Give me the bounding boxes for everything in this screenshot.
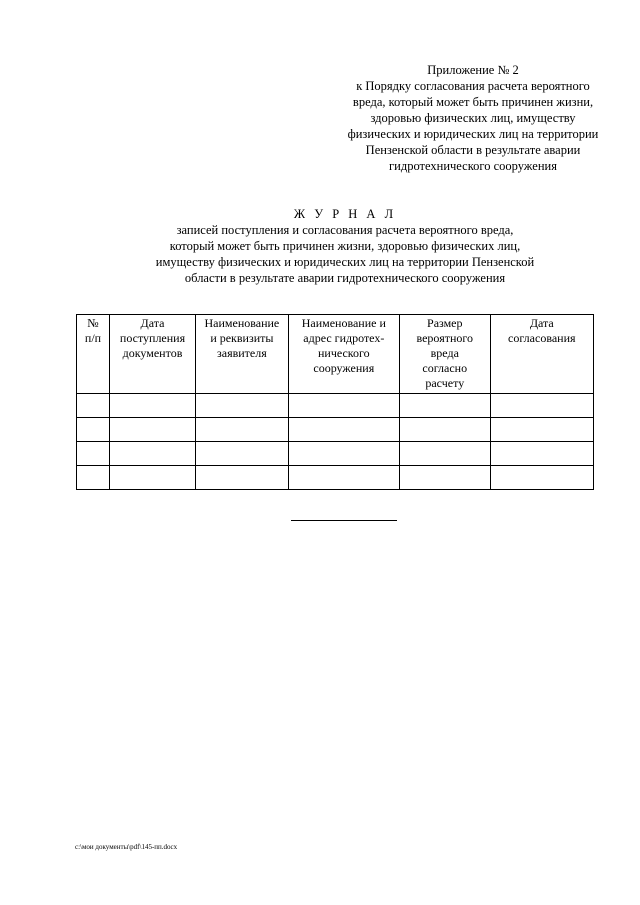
table-cell bbox=[77, 442, 110, 466]
table-cell bbox=[288, 466, 399, 490]
table-row bbox=[77, 442, 594, 466]
journal-title-block bbox=[100, 206, 590, 286]
table-cell bbox=[196, 418, 289, 442]
separator-line bbox=[291, 520, 397, 521]
header-text: вреда bbox=[430, 346, 459, 360]
header-text: и реквизиты bbox=[210, 331, 274, 345]
table-cell bbox=[77, 418, 110, 442]
table-cell bbox=[109, 466, 195, 490]
appendix-line: Пензенской области в результате аварии bbox=[365, 143, 581, 157]
header-text: нического bbox=[317, 346, 370, 360]
table-cell bbox=[77, 394, 110, 418]
header-text: адрес гидротех- bbox=[303, 331, 385, 345]
header-text: согласно bbox=[422, 361, 468, 375]
table-row bbox=[77, 466, 594, 490]
header-text: согласования bbox=[508, 331, 576, 345]
table-cell bbox=[288, 442, 399, 466]
header-text: документов bbox=[122, 346, 183, 360]
appendix-line: к Порядку согласования расчета вероятного bbox=[356, 79, 590, 93]
journal-subtitle-line: имуществу физических и юридических лиц на территории Пензенской bbox=[155, 255, 535, 269]
table-row bbox=[77, 418, 594, 442]
appendix-line: Приложение № 2 bbox=[427, 63, 519, 77]
header-text: № bbox=[87, 316, 99, 330]
table-cell bbox=[196, 442, 289, 466]
table-cell bbox=[288, 418, 399, 442]
appendix-line: гидротехнического сооружения bbox=[389, 159, 557, 173]
header-text: Дата bbox=[140, 316, 165, 330]
header-text: сооружения bbox=[313, 361, 375, 375]
table-cell bbox=[399, 442, 490, 466]
table-row bbox=[77, 394, 594, 418]
header-receipt-date bbox=[109, 315, 195, 394]
header-structure-address bbox=[288, 315, 399, 394]
table-header-row bbox=[77, 315, 594, 394]
appendix-header bbox=[338, 62, 608, 174]
footer-file-path: c:\мои документы\pdf\145-пп.docx bbox=[75, 843, 178, 851]
journal-table bbox=[76, 314, 594, 490]
journal-title: Ж У Р Н А Л bbox=[293, 207, 397, 221]
table-cell bbox=[399, 394, 490, 418]
table-cell bbox=[490, 466, 593, 490]
header-text: заявителя bbox=[217, 346, 267, 360]
appendix-line: физических и юридических лиц на территории bbox=[347, 127, 599, 141]
header-text: Размер bbox=[427, 316, 463, 330]
table-cell bbox=[490, 442, 593, 466]
table-cell bbox=[399, 466, 490, 490]
header-text: Наименование bbox=[204, 316, 280, 330]
journal-subtitle-line: который может быть причинен жизни, здоровью физических лиц, bbox=[169, 239, 521, 253]
table-cell bbox=[77, 466, 110, 490]
header-damage-size bbox=[399, 315, 490, 394]
header-text: п/п bbox=[84, 331, 102, 345]
table-cell bbox=[399, 418, 490, 442]
journal-subtitle-line: записей поступления и согласования расчета вероятного вреда, bbox=[176, 223, 514, 237]
header-approval-date bbox=[490, 315, 593, 394]
table-cell bbox=[490, 418, 593, 442]
appendix-line: здоровью физических лиц, имуществу bbox=[370, 111, 576, 125]
header-text: вероятного bbox=[416, 331, 474, 345]
table-cell bbox=[109, 418, 195, 442]
header-number bbox=[77, 315, 110, 394]
journal-subtitle-line: области в результате аварии гидротехнического сооружения bbox=[184, 271, 506, 285]
header-text: Дата bbox=[529, 316, 554, 330]
table-cell bbox=[196, 466, 289, 490]
header-text: поступления bbox=[119, 331, 186, 345]
table-cell bbox=[490, 394, 593, 418]
table-cell bbox=[109, 394, 195, 418]
header-applicant bbox=[196, 315, 289, 394]
appendix-line: вреда, который может быть причинен жизни, bbox=[352, 95, 594, 109]
table-cell bbox=[196, 394, 289, 418]
table-cell bbox=[109, 442, 195, 466]
table-cell bbox=[288, 394, 399, 418]
header-text: Наименование и bbox=[301, 316, 386, 330]
header-text: расчету bbox=[425, 376, 465, 390]
